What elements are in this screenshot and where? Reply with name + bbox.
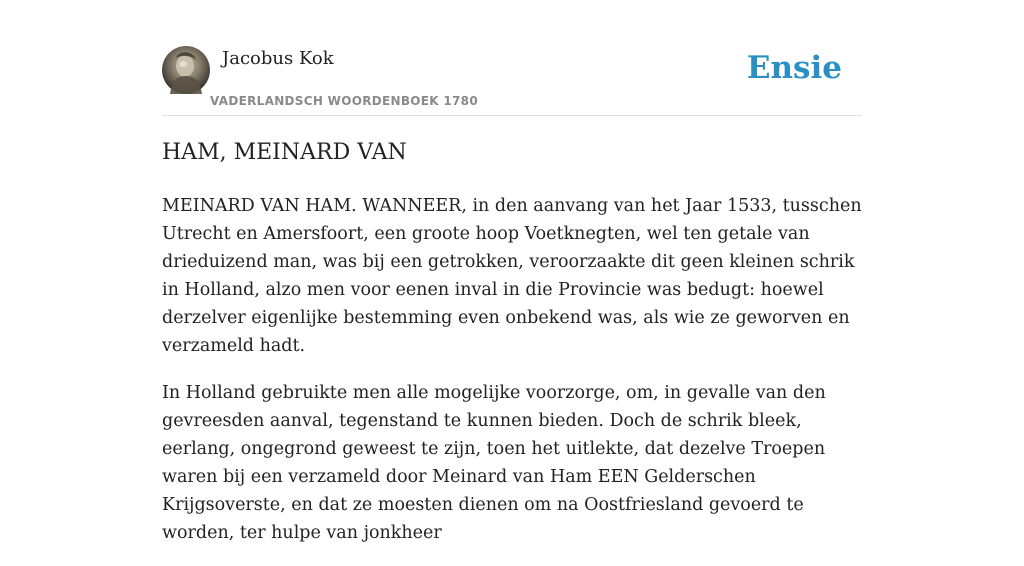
portrait-avatar-icon-graphic <box>162 46 210 94</box>
article-body <box>162 192 862 566</box>
ensie-logo[interactable]: Ensie <box>746 50 842 86</box>
source-label[interactable]: VADERLANDSCH WOORDENBOEK 1780 <box>210 94 478 108</box>
portrait-avatar-icon[interactable] <box>162 46 210 94</box>
author-name[interactable]: Jacobus Kok <box>222 48 334 69</box>
article-title: HAM, MEINARD VAN <box>162 140 407 165</box>
paragraph: In Holland gebruikte men alle mogelijke voorzorge, om, in gevalle van den gevreesden aanval, tegenstand te kunnen bieden. Doch de schrik bleek, eerlang, ongegrond geweest te zijn, toen het uitlekte, dat dezelve Troepen waren bij een verzameld door Meinard van Ham EEN Gelderschen Krijgsoverste, en dat ze moesten dienen om na Oostfriesland gevoerd te worden, ter hulpe van jonkheer <box>162 383 826 543</box>
paragraph: MEINARD VAN HAM. WANNEER, in den aanvang van het Jaar 1533, tusschen Utrecht en Amersfoort, een groote hoop Voetknegten, wel ten getale van drieduizend man, was bij een getrokken, veroorzaakte dit geen kleinen schrik in Holland, alzo men voor eenen inval in die Provincie was bedugt: hoewel derzelver eigenlijke bestemming even onbekend was, als wie ze geworven en verzameld hadt. <box>162 196 862 356</box>
header <box>162 46 862 116</box>
